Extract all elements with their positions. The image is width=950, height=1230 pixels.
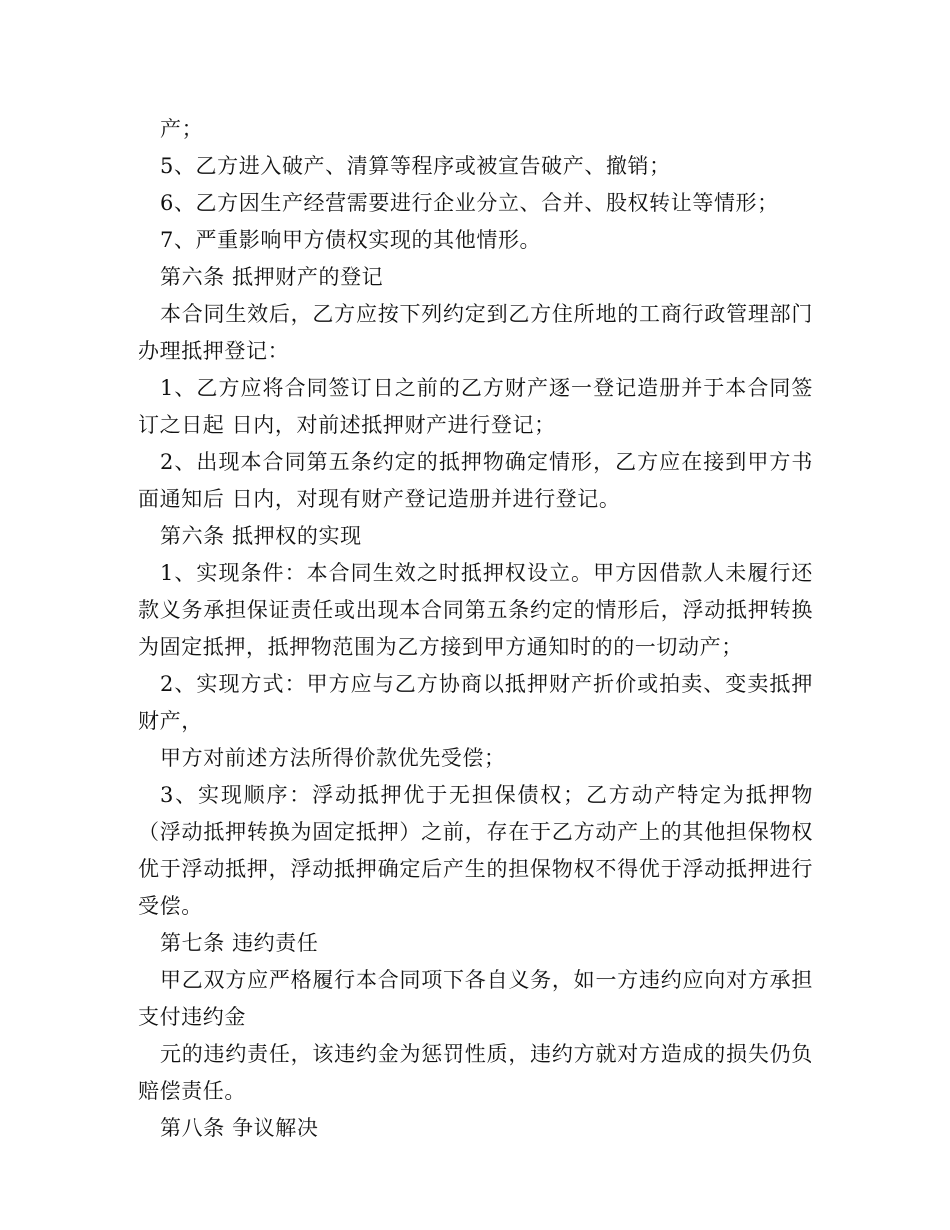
- paragraph-2: 5、乙方进入破产、清算等程序或被宣告破产、撤销；: [160, 154, 671, 178]
- section-heading-7: 第七条 违约责任: [160, 931, 319, 955]
- paragraph-13: 3、实现顺序：浮动抵押优于无担保债权；乙方动产特定为抵押物（浮动抵押转换为固定抵押）之前，存在于乙方动产上的其他担保物权优于浮动抵押，浮动抵押确定后产生的担保物权不得优于浮动抵押进行受偿。: [138, 783, 813, 918]
- paragraph-3: 6、乙方因生产经营需要进行企业分立、合并、股权转让等情形；: [160, 191, 779, 215]
- paragraph-7: 1、乙方应将合同签订日之前的乙方财产逐一登记造册并于本合同签订之日起 日内，对前述抵押财产进行登记；: [138, 376, 813, 437]
- paragraph-12: 甲方对前述方法所得价款优先受偿；: [160, 746, 506, 770]
- section-heading-8: 第八条 争议解决: [160, 1116, 319, 1140]
- paragraph-16: 元的违约责任，该违约金为惩罚性质，违约方就对方造成的损失仍负赔偿责任。: [138, 1042, 813, 1103]
- paragraph-6: 本合同生效后，乙方应按下列约定到乙方住所地的工商行政管理部门办理抵押登记：: [138, 302, 813, 363]
- paragraph-15: 甲乙双方应严格履行本合同项下各自义务，如一方违约应向对方承担支付违约金: [138, 968, 813, 1029]
- paragraph-8: 2、出现本合同第五条约定的抵押物确定情形，乙方应在接到甲方书面通知后 日内，对现有财产登记造册并进行登记。: [138, 450, 813, 511]
- paragraph-4: 7、严重影响甲方债权实现的其他情形。: [160, 228, 542, 252]
- section-heading-6b: 第六条 抵押权的实现: [160, 524, 362, 548]
- section-heading-6a: 第六条 抵押财产的登记: [160, 265, 384, 289]
- document-body: [138, 111, 813, 1147]
- paragraph-10: 1、实现条件：本合同生效之时抵押权设立。甲方因借款人未履行还款义务承担保证责任或出现本合同第五条约定的情形后，浮动抵押转换为固定抵押，抵押物范围为乙方接到甲方通知时的的一切动产；: [138, 561, 813, 659]
- paragraph-11: 2、实现方式：甲方应与乙方协商以抵押财产折价或拍卖、变卖抵押财产，: [138, 672, 813, 733]
- paragraph-1: 产；: [160, 117, 204, 141]
